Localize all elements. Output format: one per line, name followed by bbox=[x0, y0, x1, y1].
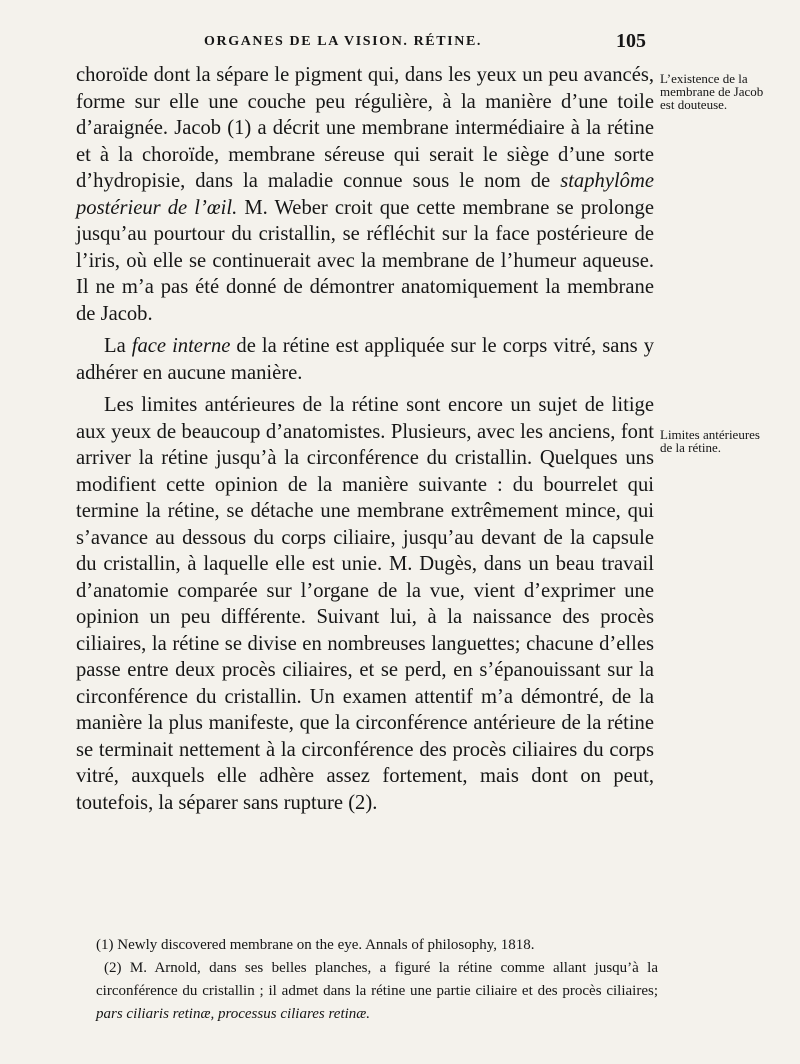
running-title: ORGANES DE LA VISION. RÉTINE. bbox=[204, 34, 482, 49]
paragraph-1-italic: staphylôme postérieur de l’œil. bbox=[76, 170, 654, 219]
margin-note-limites: Limites antérieures de la rétine. bbox=[660, 427, 760, 455]
paragraph-2 bbox=[76, 333, 654, 386]
paragraph-1-text-b: M. Weber croit que cette membrane se prolonge jusqu’au pourtour du cristallin, se réfléchit sur la face postérieure de l’iris, où elle se continuerait avec la membrane de l’humeur aqueuse. Il ne m’a pas été donné de démontrer anatomiquement la membrane de Jacob. bbox=[76, 196, 654, 325]
footnote-2-text: (2) M. Arnold, dans ses belles planches, a figuré la rétine comme allant jusqu’à la circonférence du cristallin ; il admet dans la rétine une partie ciliaire et des procès ciliaires; bbox=[96, 960, 658, 999]
paragraph-2-text-b: de la rétine est appliquée sur le corps vitré, sans y adhérer en aucune manière. bbox=[76, 335, 655, 384]
footnote-2-italic: pars ciliaris retinæ, processus ciliares retinæ. bbox=[96, 1006, 371, 1022]
footnote-1: (1) Newly discovered membrane on the eye. Annals of philosophy, 1818. bbox=[96, 937, 535, 953]
page-header bbox=[74, 30, 650, 54]
paragraph-1-text-a: choroïde dont la sépare le pigment qui, dans les yeux un peu avancés, forme sur elle une couche peu régulière, à la manière d’une toile d’araignée. Jacob (1) a décrit une membrane intermédiaire à la rétine et à la choroïde, membrane séreuse qui serait le siège d’une sorte d’hydropisie, dans la maladie connue sous le nom de bbox=[76, 64, 654, 192]
main-text bbox=[76, 62, 654, 816]
paragraph-2-text-a: La bbox=[104, 335, 132, 357]
footnote-2 bbox=[96, 957, 658, 1026]
margin-note-jacob: L’existence de la membrane de Jacob est douteuse. bbox=[660, 71, 764, 112]
paragraph-1 bbox=[76, 62, 654, 327]
paragraph-2-italic: face interne bbox=[131, 335, 231, 357]
page-number: 105 bbox=[616, 30, 646, 52]
footnotes bbox=[96, 934, 658, 1026]
paragraph-3: Les limites antérieures de la rétine sont encore un sujet de litige aux yeux de beaucoup d’anatomistes. Plusieurs, avec les anciens, font arriver la rétine jusqu’à la circonférence du cristallin. Quelques uns modifient cette opinion de la manière suivante : du bourrelet qui termine la rétine, se détache une membrane extrêmement mince, qui s’avance au dessous du corps ciliaire, jusqu’au devant de la capsule du cristallin, à laquelle elle est unie. M. Dugès, dans un beau travail d’anatomie comparée sur l’organe de la vue, vient d’exprimer une opinion un peu différente. Suivant lui, à la naissance des procès ciliaires, la rétine se divise en nombreuses languettes; chacune d’elles passe entre deux procès ciliaires, et se perd, en s’épanouissant sur la circonférence du cristallin. Un examen attentif m’a démontré, de la manière la plus manifeste, que la circonférence antérieure de la rétine se terminait nettement à la circonférence des procès ciliaires du corps vitré, auxquels elle adhère assez fortement, mais dont on peut, toutefois, la séparer sans rupture (2). bbox=[76, 394, 654, 814]
